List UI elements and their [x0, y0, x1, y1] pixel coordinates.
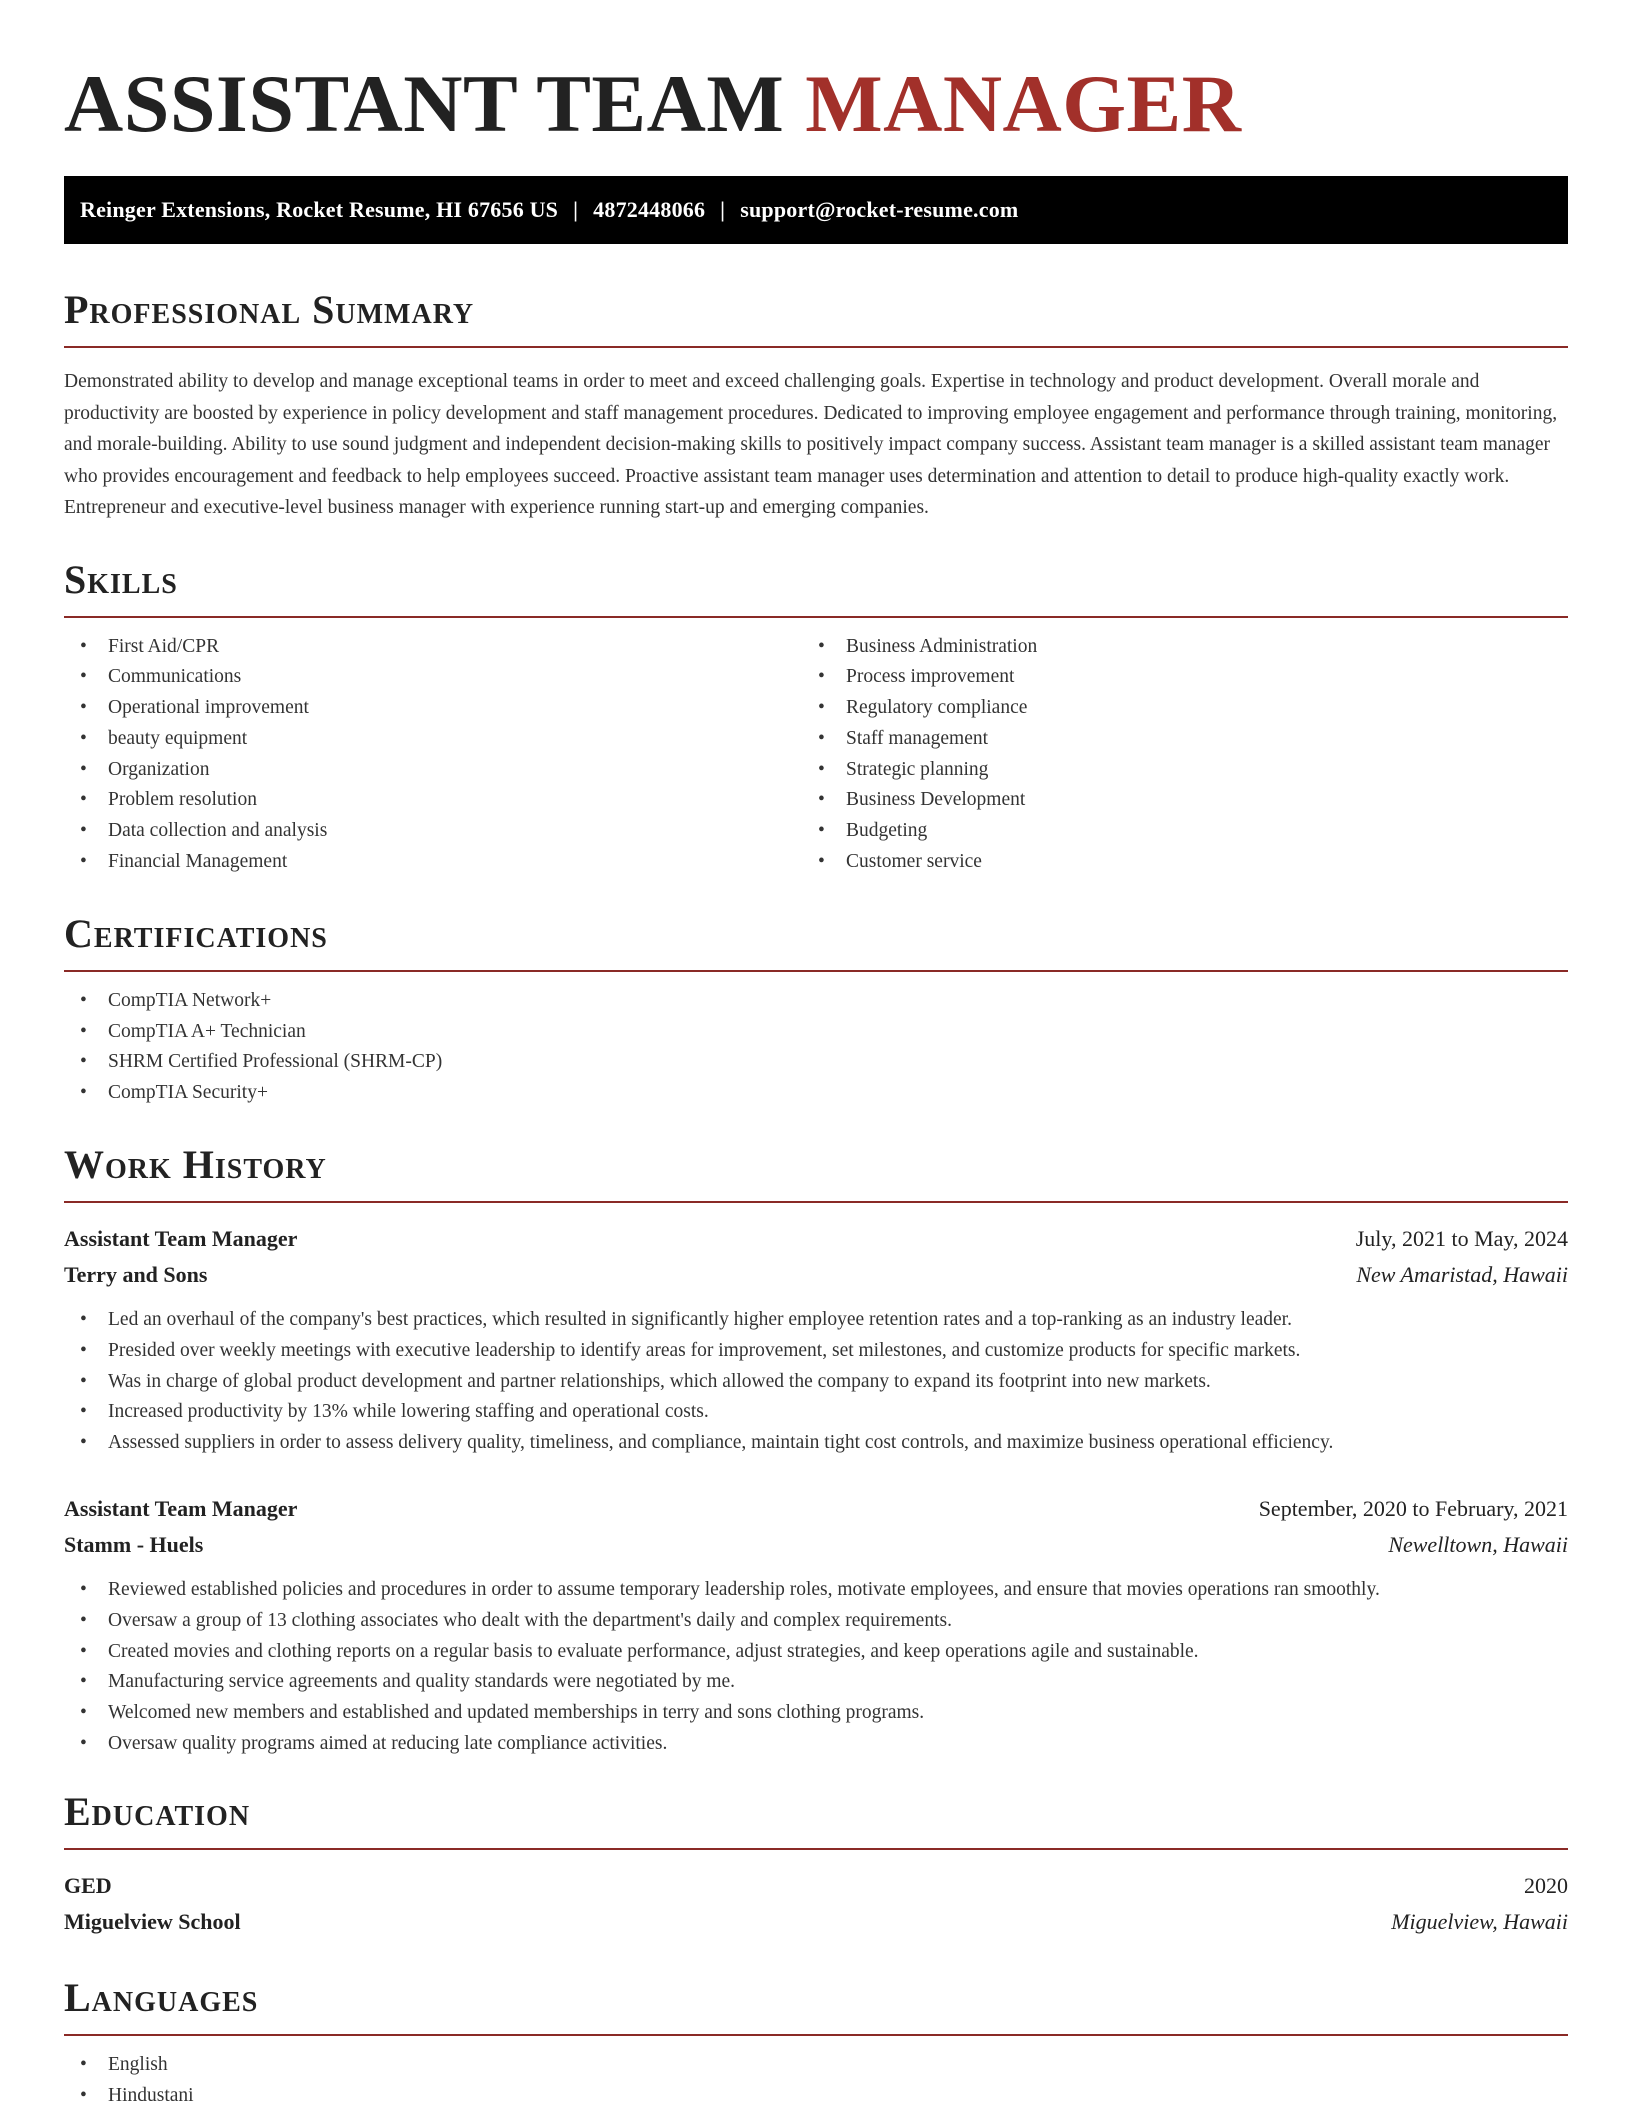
job-bullet: • Welcomed new members and established and updated memberships in terry and sons clothing programs.: [64, 1698, 1568, 1729]
languages-section: [64, 1976, 1568, 2112]
skill-item: • First Aid/CPR: [64, 632, 816, 663]
languages-list: [64, 2050, 1568, 2112]
skill-item: • Business Development: [816, 785, 1568, 816]
education-entry: [64, 1868, 1568, 1940]
education-school: Miguelview School: [64, 1908, 241, 1934]
skill-item: • Customer service: [816, 847, 1568, 878]
skill-item: • Process improvement: [816, 662, 1568, 693]
skill-item: • Regulatory compliance: [816, 693, 1568, 724]
certification-item: • CompTIA Security+: [64, 1078, 1568, 1109]
skill-item: • Data collection and analysis: [64, 816, 816, 847]
education-heading: Education: [64, 1790, 1568, 1850]
job-title: Assistant Team Manager: [64, 1496, 298, 1522]
job-location: Newelltown, Hawaii: [1388, 1532, 1568, 1558]
job-company: Terry and Sons: [64, 1262, 208, 1288]
education-degree: GED: [64, 1872, 112, 1898]
skill-item: • Financial Management: [64, 847, 816, 878]
job-title: Assistant Team Manager: [64, 1226, 298, 1252]
title-main: ASSISTANT TEAM: [64, 58, 785, 149]
contact-email: support@rocket-resume.com: [740, 197, 1019, 222]
skill-item: • Communications: [64, 662, 816, 693]
certifications-heading: Certifications: [64, 912, 1568, 972]
certifications-section: [64, 912, 1568, 1109]
job-bullet: • Oversaw quality programs aimed at reducing late compliance activities.: [64, 1729, 1568, 1760]
resume-title: [64, 56, 1568, 152]
certification-item: • CompTIA Network+: [64, 986, 1568, 1017]
job-company: Stamm - Huels: [64, 1532, 204, 1558]
education-section: [64, 1790, 1568, 1940]
skill-item: • Business Administration: [816, 632, 1568, 663]
skills-heading: Skills: [64, 558, 1568, 618]
education-location: Miguelview, Hawaii: [1391, 1908, 1568, 1934]
contact-separator: |: [573, 197, 579, 222]
education-school-row: [64, 1904, 1568, 1940]
skill-item: • Staff management: [816, 724, 1568, 755]
job-dates: September, 2020 to February, 2021: [1258, 1496, 1568, 1522]
work-history-section: [64, 1143, 1568, 1760]
education-header-row: [64, 1868, 1568, 1904]
skills-list-left: [64, 632, 816, 878]
certification-item: • SHRM Certified Professional (SHRM-CP): [64, 1047, 1568, 1078]
skill-item: • Operational improvement: [64, 693, 816, 724]
languages-heading: Languages: [64, 1976, 1568, 2036]
job-company-row: [64, 1257, 1568, 1293]
language-item: • Hindustani: [64, 2081, 1568, 2112]
skills-section: [64, 558, 1568, 878]
skill-item: • beauty equipment: [64, 724, 816, 755]
job-bullet: • Oversaw a group of 13 clothing associates who dealt with the department's daily and complex requirements.: [64, 1606, 1568, 1637]
job-bullets: [64, 1305, 1568, 1459]
skill-item: • Strategic planning: [816, 755, 1568, 786]
job-location: New Amaristad, Hawaii: [1356, 1262, 1568, 1288]
certifications-list: [64, 986, 1568, 1109]
job-entry: [64, 1221, 1568, 1459]
job-bullet: • Created movies and clothing reports on a regular basis to evaluate performance, adjust strategies, and keep operations agile and sustainable.: [64, 1637, 1568, 1668]
certification-item: • CompTIA A+ Technician: [64, 1017, 1568, 1048]
job-bullet: • Assessed suppliers in order to assess delivery quality, timeliness, and compliance, maintain tight cost controls, and maximize business operational efficiency.: [64, 1428, 1568, 1459]
contact-separator: |: [720, 197, 726, 222]
job-entry: [64, 1491, 1568, 1760]
skills-columns: [64, 618, 1568, 878]
summary-heading: Professional Summary: [64, 288, 1568, 348]
skills-list-right: [816, 632, 1568, 878]
work-history-heading: Work History: [64, 1143, 1568, 1203]
job-bullet: • Manufacturing service agreements and quality standards were negotiated by me.: [64, 1667, 1568, 1698]
contact-address: Reinger Extensions, Rocket Resume, HI 67656 US: [80, 197, 559, 222]
skill-item: • Problem resolution: [64, 785, 816, 816]
job-bullet: • Was in charge of global product development and partner relationships, which allowed the company to expand its footprint into new markets.: [64, 1367, 1568, 1398]
skill-item: • Organization: [64, 755, 816, 786]
job-bullet: • Presided over weekly meetings with executive leadership to identify areas for improvement, set milestones, and customize products for specific markets.: [64, 1336, 1568, 1367]
title-accent: MANAGER: [805, 58, 1242, 149]
language-item: • English: [64, 2050, 1568, 2081]
summary-section: [64, 288, 1568, 524]
job-bullet: • Led an overhaul of the company's best practices, which resulted in significantly higher employee retention rates and a top-ranking as an industry leader.: [64, 1305, 1568, 1336]
job-company-row: [64, 1527, 1568, 1563]
job-header-row: [64, 1221, 1568, 1257]
job-bullet: • Increased productivity by 13% while lowering staffing and operational costs.: [64, 1397, 1568, 1428]
contact-bar: [64, 176, 1568, 244]
job-header-row: [64, 1491, 1568, 1527]
skill-item: • Budgeting: [816, 816, 1568, 847]
job-bullets: [64, 1575, 1568, 1760]
job-dates: July, 2021 to May, 2024: [1355, 1226, 1568, 1252]
summary-text: Demonstrated ability to develop and manage exceptional teams in order to meet and exceed challenging goals. Expertise in technology and product development. Overall morale and productivity are boosted by experience in policy development and staff management procedures. Dedicated to improving employee engagement and performance through training, monitoring, and morale-building. Ability to use sound judgment and independent decision-making skills to positively impact company success. Assistant team manager is a skilled assistant team manager who provides encouragement and feedback to help employees succeed. Proactive assistant team manager uses determination and attention to detail to produce high-quality exactly work. Entrepreneur and executive-level business manager with experience running start-up and emerging companies.: [64, 371, 1558, 518]
contact-phone: 4872448066: [593, 197, 706, 222]
job-bullet: • Reviewed established policies and procedures in order to assume temporary leadership roles, motivate employees, and ensure that movies operations ran smoothly.: [64, 1575, 1568, 1606]
education-year: 2020: [1524, 1872, 1568, 1898]
